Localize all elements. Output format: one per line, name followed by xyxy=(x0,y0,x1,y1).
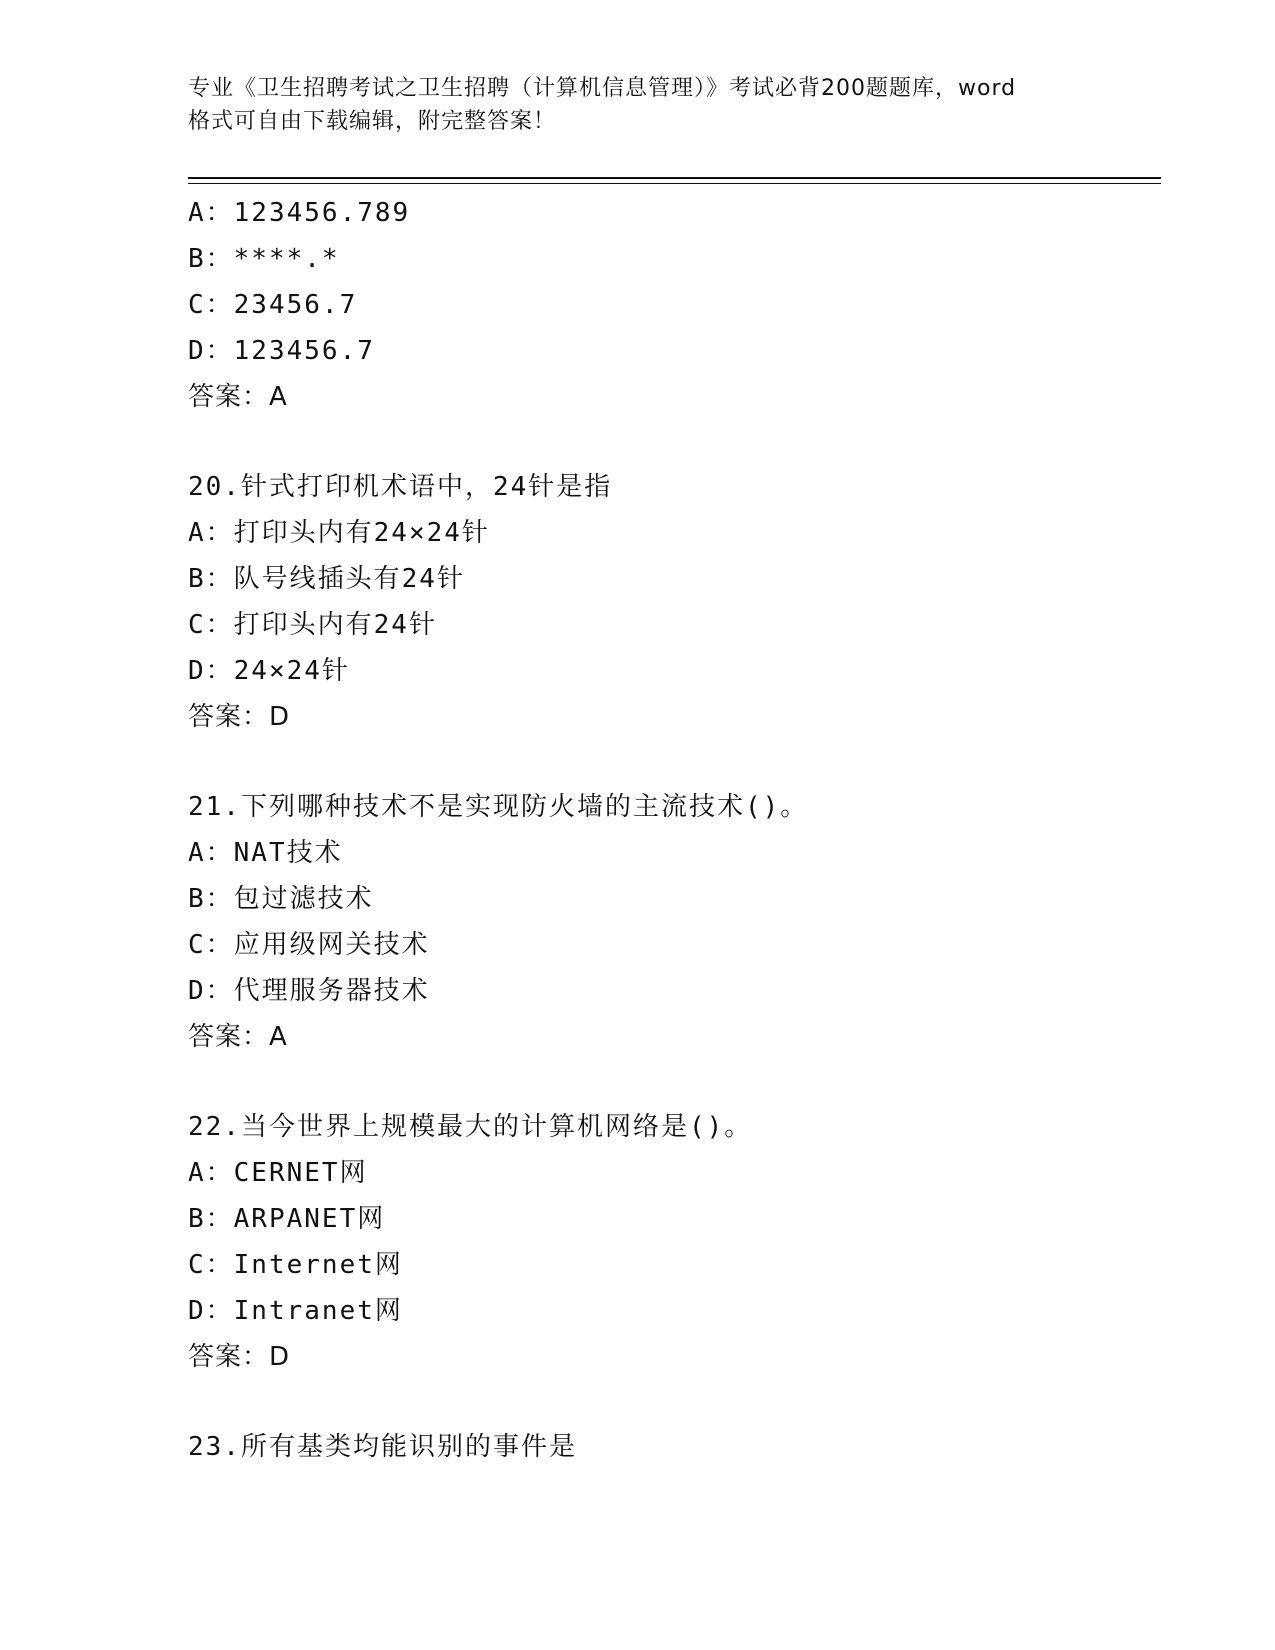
option-c: C：打印头内有24针 xyxy=(188,610,437,640)
option-b: B：****.* xyxy=(188,244,340,274)
option-c: C：23456.7 xyxy=(188,290,358,320)
option-d: D：24×24针 xyxy=(188,656,350,686)
question-title: 20.针式打印机术语中，24针是指 xyxy=(188,472,613,502)
option-b: B：队号线插头有24针 xyxy=(188,564,465,594)
option-a: A：打印头内有24×24针 xyxy=(188,518,490,548)
header-line-1: 专业《卫生招聘考试之卫生招聘（计算机信息管理）》考试必背200题题库，word xyxy=(188,76,1017,101)
option-a: A：CERNET网 xyxy=(188,1158,368,1188)
option-c: C：应用级网关技术 xyxy=(188,930,430,960)
answer-line: 答案：A xyxy=(188,382,288,412)
question-title: 21.下列哪种技术不是实现防火墙的主流技术()。 xyxy=(188,792,809,822)
option-b: B：包过滤技术 xyxy=(188,884,374,914)
option-d: D：Intranet网 xyxy=(188,1296,403,1326)
option-d: D：代理服务器技术 xyxy=(188,976,430,1006)
document-header xyxy=(188,72,1088,138)
option-c: C：Internet网 xyxy=(188,1250,403,1280)
option-b: B：ARPANET网 xyxy=(188,1204,386,1234)
answer-line: 答案：D xyxy=(188,702,291,732)
question-22 xyxy=(188,1104,1158,1380)
question-content xyxy=(188,190,1158,1470)
answer-line: 答案：D xyxy=(188,1342,291,1372)
option-d: D：123456.7 xyxy=(188,336,375,366)
header-line-2: 格式可自由下载编辑，附完整答案！ xyxy=(188,109,557,134)
header-divider-thin xyxy=(188,183,1161,184)
question-title: 22.当今世界上规模最大的计算机网络是()。 xyxy=(188,1112,753,1142)
answer-line: 答案：A xyxy=(188,1022,288,1052)
option-a: A：123456.789 xyxy=(188,198,411,228)
question-21 xyxy=(188,784,1158,1060)
question-20 xyxy=(188,464,1158,740)
header-divider-thick xyxy=(188,177,1161,179)
question-23 xyxy=(188,1424,1158,1470)
option-a: A：NAT技术 xyxy=(188,838,343,868)
question-title: 23.所有基类均能识别的事件是 xyxy=(188,1432,577,1462)
question-19-options xyxy=(188,190,1158,420)
